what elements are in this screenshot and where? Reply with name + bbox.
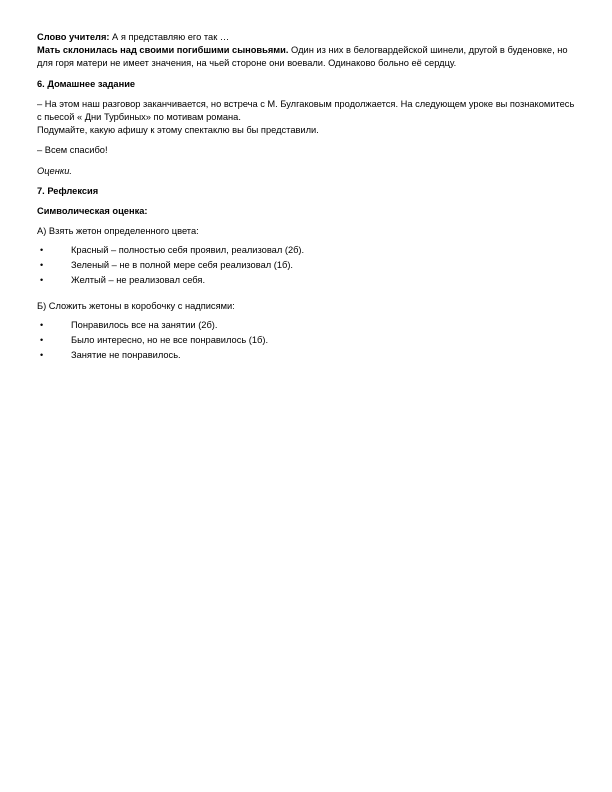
mother-text: Один из них в белогвардейской шинели, другой в буденовке, но для горя матери не имеет значения, на чьей стороне они воевали. Одинаково больно её сердцу. <box>37 45 568 69</box>
part-a-title: А) Взять жетон определенного цвета: <box>37 226 199 237</box>
teacher-words-text: А я представляю его так … <box>109 32 230 42</box>
symbolic-grade-heading: Символическая оценка: <box>37 206 148 217</box>
teacher-words-label: Слово учителя: <box>37 32 110 42</box>
homework-heading: 6. Домашнее задание <box>37 78 136 89</box>
grades-line: Оценки. <box>37 165 72 176</box>
bullet-icon: • <box>40 245 44 256</box>
reflection-heading: 7. Рефлексия <box>37 185 99 196</box>
teacher-words-line <box>37 31 577 44</box>
part-a-list <box>37 243 577 287</box>
list-item: • Понравилось все на занятии (2б). <box>37 318 577 333</box>
mother-paragraph <box>37 44 577 70</box>
homework-poster-paragraph: Подумайте, какую афишу к этому спектаклю вы бы представили. <box>37 125 319 136</box>
bullet-icon: • <box>40 334 44 345</box>
list-item: • Зеленый – не в полной мере себя реализовал (1б). <box>37 258 577 273</box>
list-item: • Желтый – не реализовал себя. <box>37 273 577 288</box>
part-b-list <box>37 318 577 362</box>
list-item: • Красный – полностью себя проявил, реализовал (2б). <box>37 243 577 258</box>
bullet-icon: • <box>40 320 44 331</box>
list-item: • Занятие не понравилось. <box>37 348 577 363</box>
document-page <box>37 31 577 362</box>
mother-bold-sentence: Мать склонилась над своими погибшими сыновьями. <box>37 45 289 56</box>
thanks-line: – Всем спасибо! <box>37 145 108 156</box>
bullet-icon: • <box>40 349 44 360</box>
part-b-title: Б) Сложить жетоны в коробочку с надписями: <box>37 300 235 311</box>
bullet-icon: • <box>40 275 44 286</box>
bullet-icon: • <box>40 260 44 271</box>
list-item: • Было интересно, но не все понравилось (1б). <box>37 333 577 348</box>
homework-paragraph: – На этом наш разговор заканчивается, но встреча с М. Булгаковым продолжается. На следующем уроке вы познакомитесь с пьесой « Дни Турбиных» по мотивам романа. <box>37 98 575 123</box>
